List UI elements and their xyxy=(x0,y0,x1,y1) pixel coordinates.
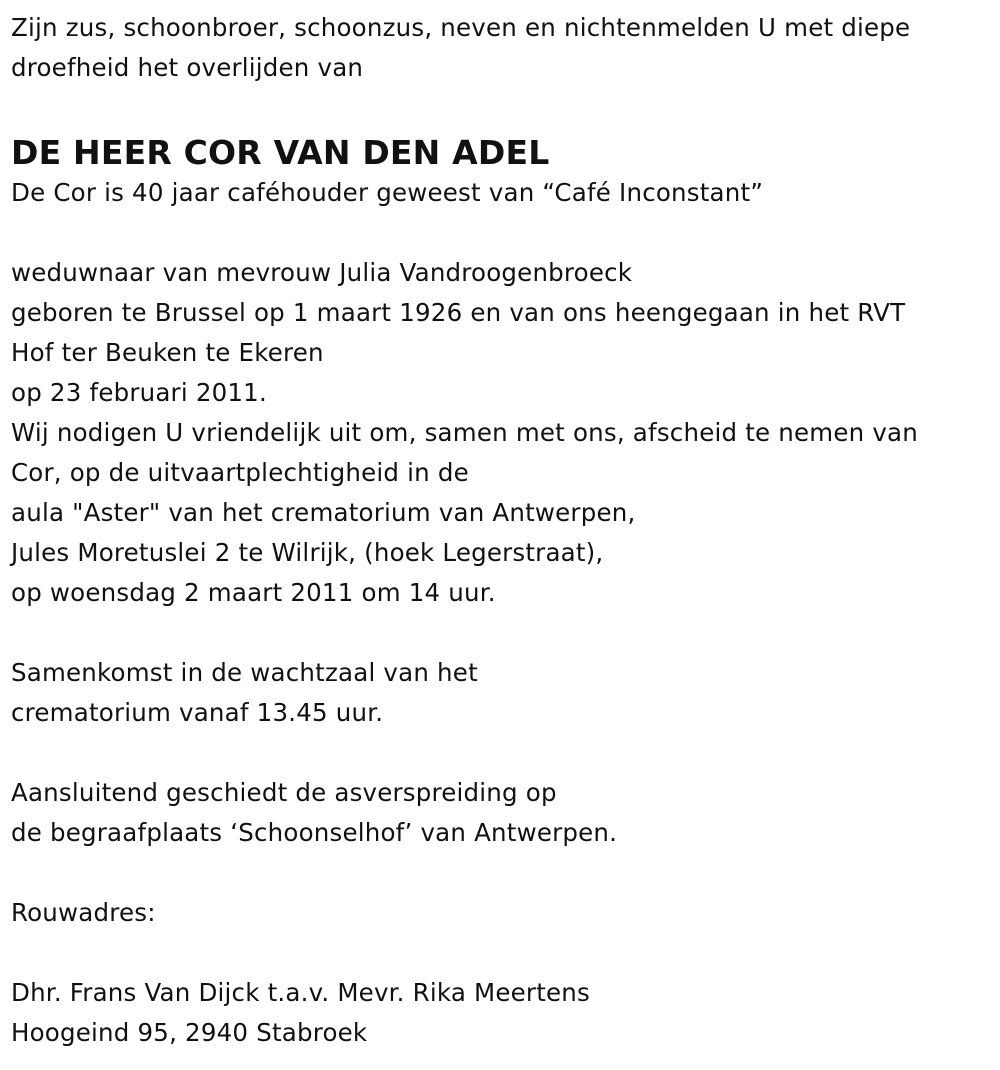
scattering-paragraph xyxy=(11,773,996,853)
gathering-paragraph xyxy=(11,653,996,733)
intro-paragraph xyxy=(11,8,996,88)
details-line: geboren te Brussel op 1 maart 1926 en van ons heengegaan in het RVT xyxy=(11,298,906,327)
gathering-line: Samenkomst in de wachtzaal van het xyxy=(11,658,478,687)
obituary-notice xyxy=(11,8,996,1053)
scattering-line: de begraafplaats ‘Schoonselhof’ van Antwerpen. xyxy=(11,818,618,847)
intro-line: Zijn zus, schoonbroer, schoonzus, neven en nichtenmelden U met diepe xyxy=(11,13,911,42)
address-label: Rouwadres: xyxy=(11,898,156,927)
scattering-line: Aansluitend geschiedt de asverspreiding op xyxy=(11,778,557,807)
address-line: Dhr. Frans Van Dijck t.a.v. Mevr. Rika Meertens xyxy=(11,978,590,1007)
details-line: op 23 februari 2011. xyxy=(11,378,267,407)
address-line: Hoogeind 95, 2940 Stabroek xyxy=(11,1018,368,1047)
details-paragraph xyxy=(11,253,996,613)
details-line: aula "Aster" van het crematorium van Antwerpen, xyxy=(11,498,636,527)
details-line: Wij nodigen U vriendelijk uit om, samen met ons, afscheid te nemen van xyxy=(11,418,918,447)
address-block xyxy=(11,973,996,1053)
details-line: Jules Moretuslei 2 te Wilrijk, (hoek Legerstraat), xyxy=(11,538,604,567)
subtitle: De Cor is 40 jaar caféhouder geweest van “Café Inconstant” xyxy=(11,178,764,207)
intro-line: droefheid het overlijden van xyxy=(11,53,364,82)
details-line: weduwnaar van mevrouw Julia Vandroogenbroeck xyxy=(11,258,633,287)
details-line: Hof ter Beuken te Ekeren xyxy=(11,338,324,367)
details-line: Cor, op de uitvaartplechtigheid in de xyxy=(11,458,469,487)
gathering-line: crematorium vanaf 13.45 uur. xyxy=(11,698,384,727)
details-line: op woensdag 2 maart 2011 om 14 uur. xyxy=(11,578,496,607)
deceased-name-heading: DE HEER COR VAN DEN ADEL xyxy=(11,133,550,172)
